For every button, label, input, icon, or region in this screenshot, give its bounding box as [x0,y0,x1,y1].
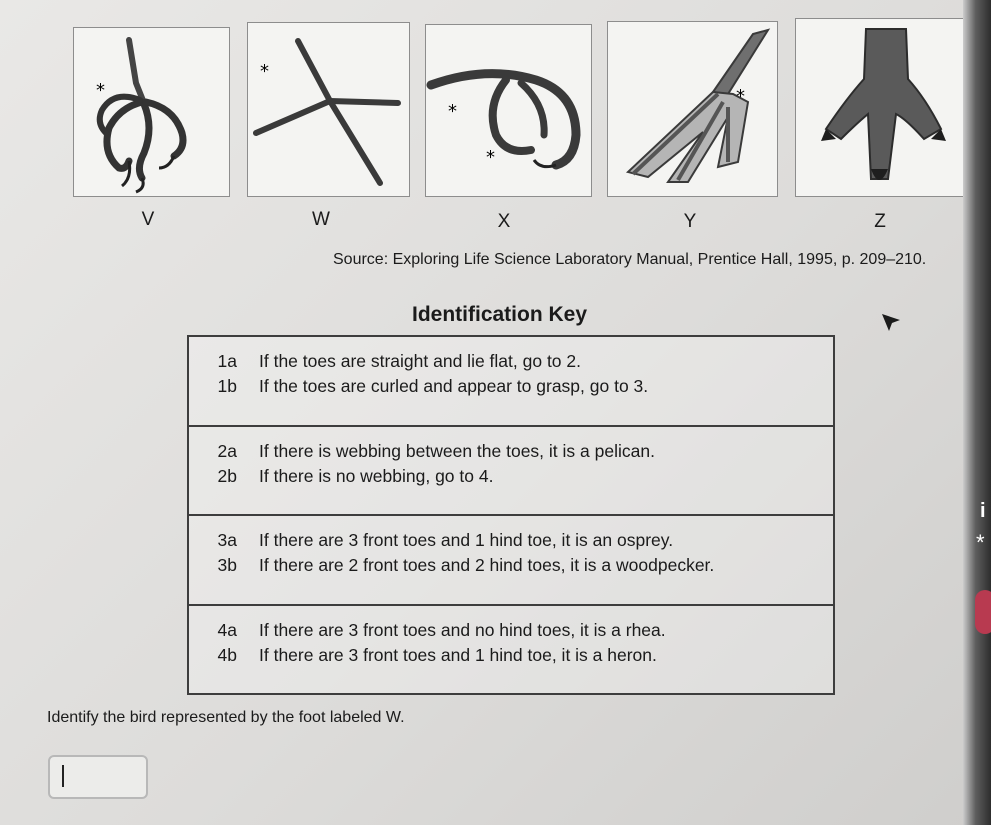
key-text: If there are 3 front toes and 1 hind toe, it is a heron. [259,644,657,665]
adjacent-window-edge [963,0,991,825]
red-tab-icon [975,590,991,634]
foot-image-v [73,27,230,197]
key-text: If there is webbing between the toes, it is a pelican. [259,440,655,461]
text-caret [62,765,64,787]
foot-image-y [607,21,778,197]
info-icon: i [980,500,986,522]
svg-text:*: * [736,86,745,107]
foot-label-y: Y [683,211,697,232]
key-row [188,426,834,516]
answer-input[interactable] [48,755,148,799]
foot-label-x: X [497,211,511,232]
svg-text:*: * [486,147,495,168]
key-code: 3a [217,530,237,550]
key-row [188,605,834,695]
star-icon: * [976,530,985,555]
key-code: 3b [217,555,237,575]
key-row [188,336,834,426]
key-text: If the toes are curled and appear to grasp, go to 3. [259,376,649,396]
source-caption: Source: Exploring Life Science Laboratory Manual, Prentice Hall, 1995, p. 209–210. [333,251,927,268]
key-code: 4b [217,644,237,665]
identification-key-table [187,335,835,695]
foot-image-z [795,18,976,197]
svg-text:*: * [448,101,457,122]
foot-image-w [247,22,410,197]
key-text: If there are 3 front toes and 1 hind toe, it is an osprey. [259,530,674,550]
key-code: 4a [217,619,237,640]
foot-label-z: Z [874,211,886,232]
svg-text:*: * [260,61,269,82]
foot-label-v: V [141,209,155,230]
key-code: 2b [217,465,237,486]
key-code: 1a [217,351,237,371]
key-text: If there are 3 front toes and no hind toes, it is a rhea. [259,619,666,640]
key-code: 2a [217,440,237,461]
key-text: If the toes are straight and lie flat, go to 2. [259,351,581,371]
key-title: Identification Key [412,303,588,326]
foot-label-w: W [312,209,330,230]
foot-image-x [425,24,592,197]
key-text: If there is no webbing, go to 4. [259,465,494,486]
key-text: If there are 2 front toes and 2 hind toes, it is a woodpecker. [259,555,715,575]
mouse-cursor-icon [880,312,902,334]
key-row [188,515,834,605]
svg-text:*: * [96,80,105,101]
key-code: 1b [217,376,237,396]
question-prompt: Identify the bird represented by the foot labeled W. [47,709,405,726]
